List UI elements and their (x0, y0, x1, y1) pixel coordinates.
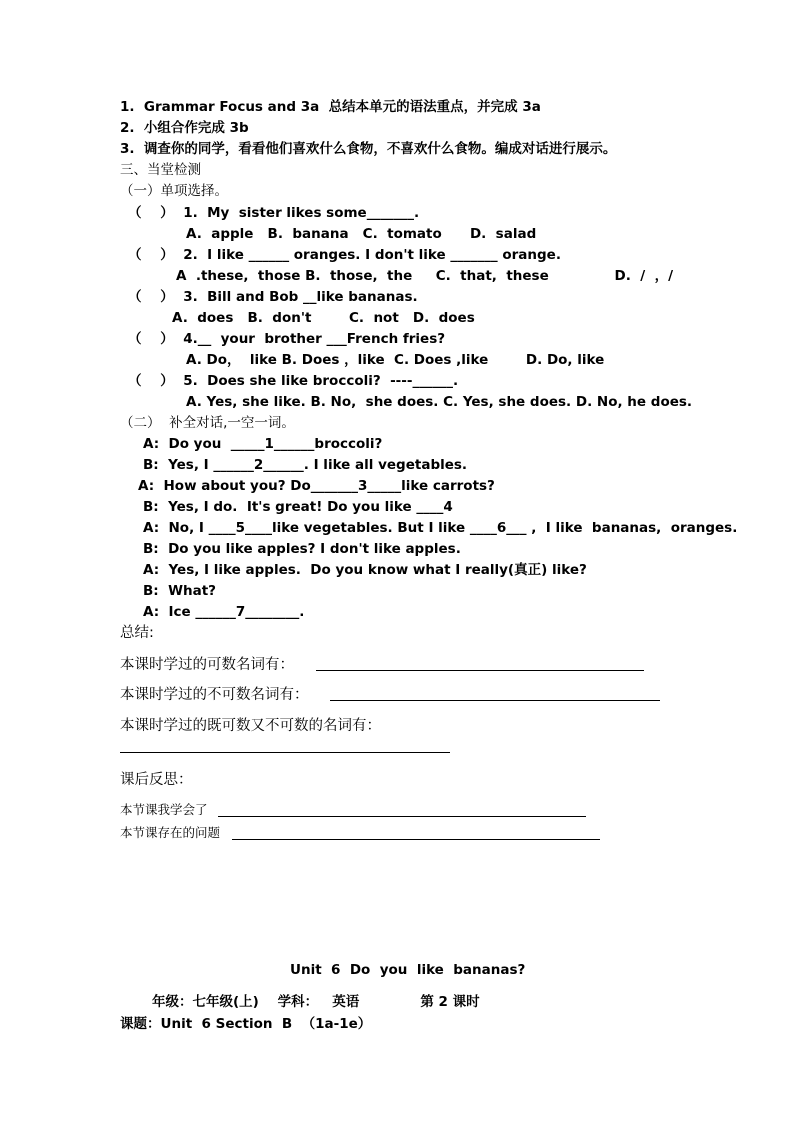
question-4-options: A. Do， like B. Does ，like C. Does ,like D. Do, like (186, 352, 605, 368)
summary-title: 总结: (120, 625, 154, 641)
step-2: 2. 小组合作完成 3b (120, 120, 249, 136)
dialogue-line-8: B: What? (143, 583, 216, 599)
question-4: （ ） 4.__ your brother ___French fries? (128, 331, 446, 347)
dialogue-line-6: B: Do you like apples? I don't like apples. (143, 541, 461, 557)
question-1-options: A. apple B. banana C. tomato D. salad (186, 226, 537, 242)
step-3: 3. 调查你的同学，看看他们喜欢什么食物，不喜欢什么食物。编成对话进行展示。 (120, 141, 617, 157)
question-5: （ ） 5. Does she like broccoli? ----______. (128, 373, 459, 389)
summary-countable-label: 本课时学过的可数名词有： (120, 657, 294, 673)
countable-answer-line[interactable] (316, 670, 644, 671)
dialogue-line-4: B: Yes, I do. It's great! Do you like ____4 (143, 499, 453, 515)
next-lesson-meta: 年级：七年级(上) 学科： 英语 第 2 课时 (152, 994, 480, 1010)
learned-answer-line[interactable] (218, 816, 586, 817)
part1-heading: （一）单项选择。 (120, 183, 228, 199)
both-answer-line[interactable] (120, 752, 450, 753)
dialogue-line-5: A: No, I ____5____like vegetables. But I like ____6___ , I like bananas, oranges. (143, 520, 738, 536)
part2-heading: （二） 补全对话,一空一词。 (120, 415, 295, 431)
question-3: （ ） 3. Bill and Bob __like bananas. (128, 289, 418, 305)
step-1: 1. Grammar Focus and 3a 总结本单元的语法重点，并完成 3a (120, 99, 541, 115)
question-3-options: A. does B. don't C. not D. does (172, 310, 475, 326)
dialogue-line-9: A: Ice ______7________. (143, 604, 305, 620)
question-2-options: A .these, those B. those, the C. that, these D. / ，/ (176, 268, 674, 284)
reflection-learned-label: 本节课我学会了 (120, 802, 208, 817)
uncountable-answer-line[interactable] (330, 700, 660, 701)
problems-answer-line[interactable] (232, 839, 600, 840)
reflection-problems-label: 本节课存在的问题 (120, 825, 221, 840)
summary-both-label: 本课时学过的既可数又不可数的名词有： (120, 718, 381, 734)
question-2: （ ） 2. I like ______ oranges. I don't like _______ orange. (128, 247, 561, 263)
question-5-options: A. Yes, she like. B. No, she does. C. Yes, she does. D. No, he does. (186, 394, 693, 410)
next-lesson-topic: 课题：Unit 6 Section B （1a-1e） (120, 1016, 372, 1032)
dialogue-line-7: A: Yes, I like apples. Do you know what I really(真正) like? (143, 562, 587, 578)
summary-uncountable-label: 本课时学过的不可数名词有： (120, 687, 309, 703)
reflection-title: 课后反思： (120, 772, 193, 788)
dialogue-line-1: A: Do you _____1______broccoli? (143, 436, 383, 452)
next-lesson-title: Unit 6 Do you like bananas? (290, 962, 526, 978)
dialogue-line-3: A: How about you? Do_______3_____like carrots? (138, 478, 495, 494)
check-heading: 三、当堂检测 (120, 162, 201, 178)
dialogue-line-2: B: Yes, I ______2______. I like all vegetables. (143, 457, 468, 473)
question-1: （ ） 1. My sister likes some_______. (128, 205, 420, 221)
